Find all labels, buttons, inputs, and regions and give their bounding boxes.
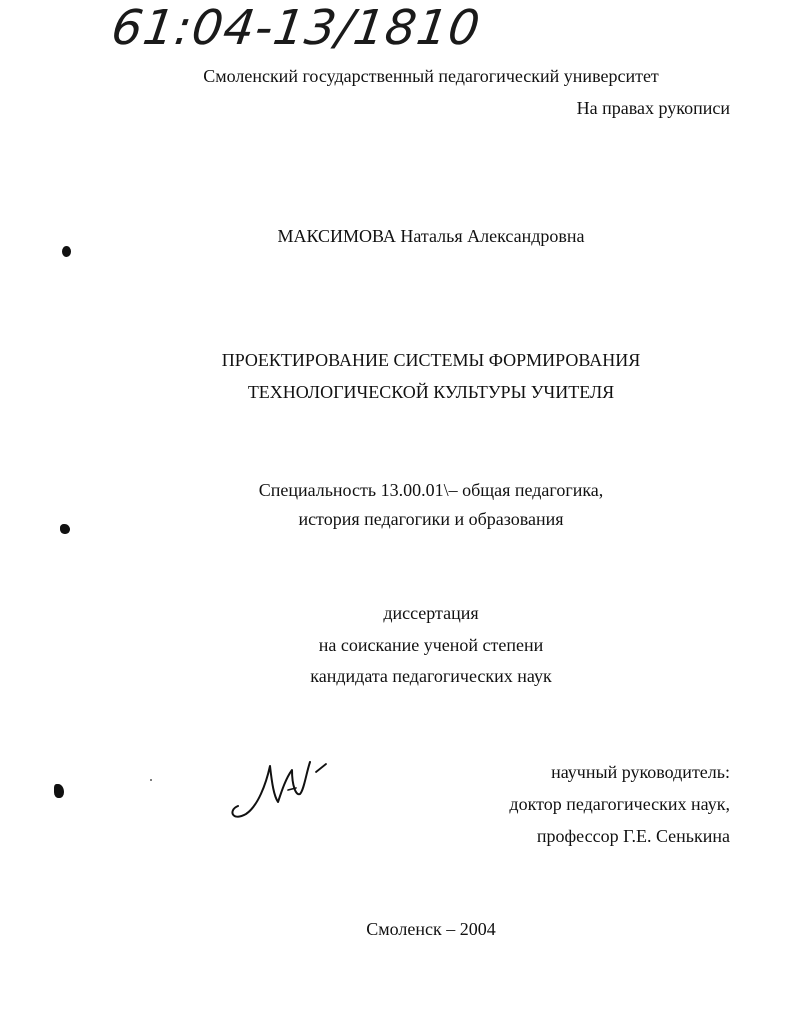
university-name: Смоленский государственный педагогический университет	[203, 66, 659, 86]
city-year: Смоленск – 2004	[366, 919, 496, 939]
signature	[226, 744, 336, 824]
specialty-line-1: Специальность 13.00.01\– общая педагогика,	[258, 480, 604, 500]
scan-speck	[150, 779, 152, 781]
supervisor-degree: доктор педагогических наук,	[509, 794, 730, 814]
degree-line-2: на соискание ученой степени	[318, 635, 544, 655]
rights-note: На правах рукописи	[576, 98, 730, 118]
archive-code-handwritten: 61:04-13/1810	[108, 0, 484, 56]
specialty-line-2: история педагогики и образования	[298, 509, 564, 529]
supervisor-role: научный руководитель:	[551, 762, 730, 782]
degree-line-1: диссертация	[383, 603, 479, 623]
degree-line-3: кандидата педагогических наук	[310, 666, 552, 686]
author-name: МАКСИМОВА Наталья Александровна	[277, 226, 585, 246]
supervisor-name: профессор Г.Е. Сенькина	[536, 826, 730, 846]
thesis-title-line-1: ПРОЕКТИРОВАНИЕ СИСТЕМЫ ФОРМИРОВАНИЯ	[221, 350, 641, 370]
scan-speck	[54, 784, 64, 798]
scan-speck	[62, 246, 71, 257]
thesis-title-line-2: ТЕХНОЛОГИЧЕСКОЙ КУЛЬТУРЫ УЧИТЕЛЯ	[247, 382, 615, 402]
